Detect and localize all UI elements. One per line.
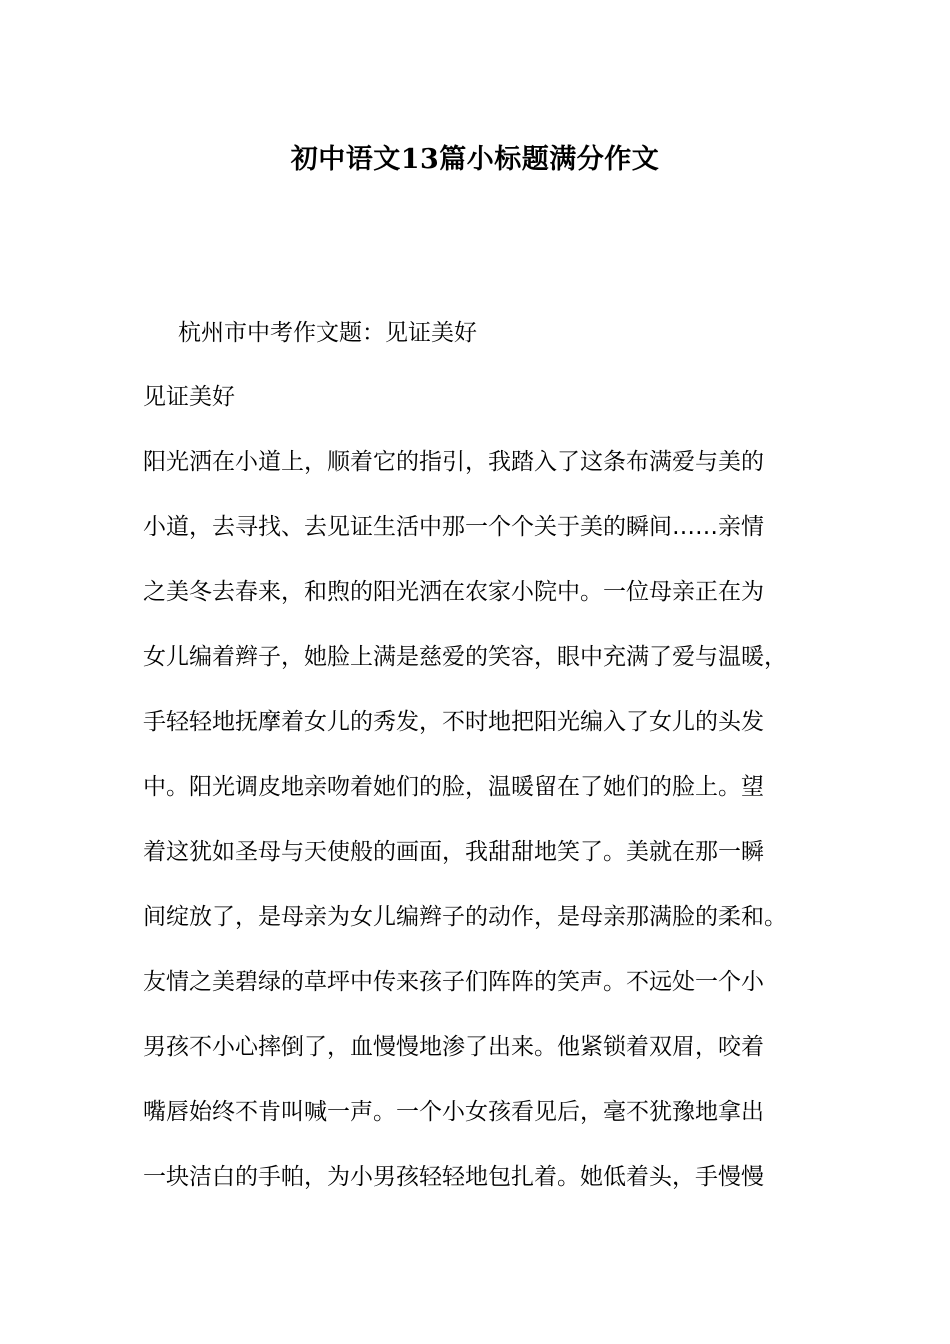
body-line: 小道，去寻找、去见证生活中那一个个关于美的瞬间……亲情 [143,514,764,540]
body-line: 女儿编着辫子，她脸上满是慈爱的笑容，眼中充满了爱与温暖， [143,644,787,670]
body-line: 手轻轻地抚摩着女儿的秀发，不时地把阳光编入了女儿的头发 [143,709,764,735]
body-line: 嘴唇始终不肯叫喊一声。一个小女孩看见后，毫不犹豫地拿出 [143,1099,764,1125]
body-line: 着这犹如圣母与天使般的画面，我甜甜地笑了。美就在那一瞬 [143,839,764,865]
body-line: 之美冬去春来，和煦的阳光洒在农家小院中。一位母亲正在为 [143,579,764,605]
body-line: 阳光洒在小道上，顺着它的指引，我踏入了这条布满爱与美的 [143,449,764,475]
body-line: 男孩不小心摔倒了，血慢慢地渗了出来。他紧锁着双眉，咬着 [143,1034,764,1060]
document-subtitle: 杭州市中考作文题：见证美好 [178,320,477,346]
body-line: 中。阳光调皮地亲吻着她们的脸，温暖留在了她们的脸上。望 [143,774,764,800]
body-line: 友情之美碧绿的草坪中传来孩子们阵阵的笑声。不远处一个小 [143,969,764,995]
body-line: 间绽放了，是母亲为女儿编辫子的动作，是母亲那满脸的柔和。 [143,904,787,930]
document-title: 初中语文13篇小标题满分作文 [290,144,660,175]
essay-body [143,445,843,1225]
essay-heading: 见证美好 [143,384,235,410]
body-line: 一块洁白的手帕，为小男孩轻轻地包扎着。她低着头，手慢慢 [143,1164,764,1190]
